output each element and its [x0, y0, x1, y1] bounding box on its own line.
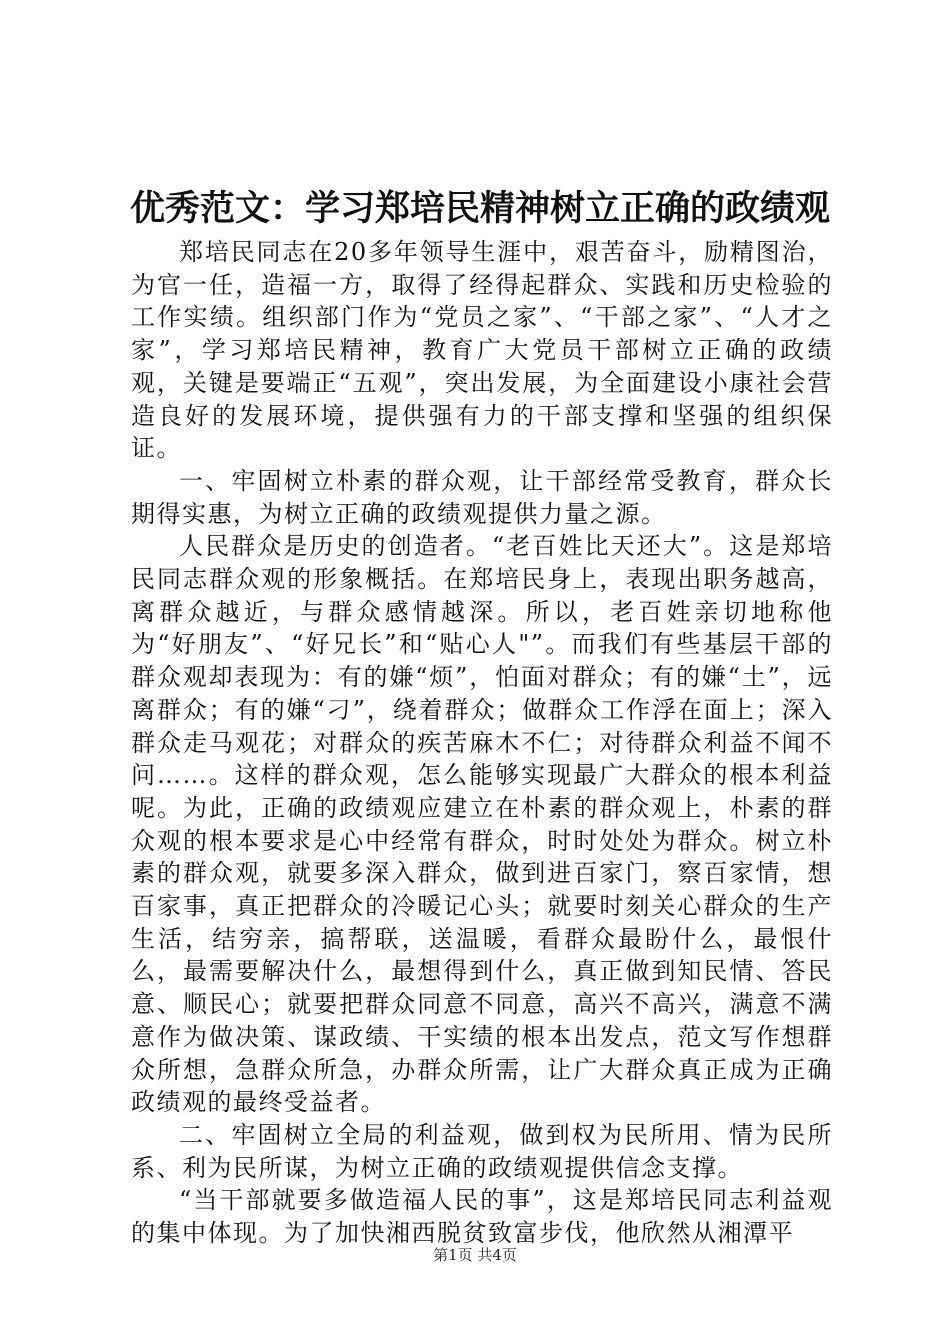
- paragraph-section-two-heading: 二、牢固树立全局的利益观，做到权为民所用、情为民所系、利为民所谋，为树立正确的政绩观提供信念支撑。: [131, 1120, 833, 1182]
- document-title: 优秀范文：学习郑培民精神树立正确的政绩观: [130, 189, 831, 229]
- paragraph-section-one-heading: 一、牢固树立朴素的群众观，让干部经常受教育，群众长期得实惠，为树立正确的政绩观提供力量之源。: [131, 466, 833, 528]
- paragraph-section-one-body: 人民群众是历史的创造者。“老百姓比天还大”。这是郑培民同志群众观的形象概括。在郑培民身上，表现出职务越高，离群众越近，与群众感情越深。所以，老百姓亲切地称他为“好朋友”、“好兄长”和“贴心人"”。而我们有些基层干部的群众观却表现为：有的嫌“烦”，怕面对群众；有的嫌“土”，远离群众；有的嫌“刁”，绕着群众；做群众工作浮在面上；深入群众走马观花；对群众的疾苦麻木不仁；对待群众利益不闻不问……。这样的群众观，怎么能够实现最广大群众的根本利益呢。为此，正确的政绩观应建立在朴素的群众观上，朴素的群众观的根本要求是心中经常有群众，时时处处为群众。树立朴素的群众观，就要多深入群众，做到进百家门，察百家情，想百家事，真正把群众的冷暖记心头；就要时刻关心群众的生产生活，结穷亲，搞帮联，送温暖，看群众最盼什么，最恨什么，最需要解决什么，最想得到什么，真正做到知民情、答民意、顺民心；就要把群众同意不同意，高兴不高兴，满意不满意作为做决策、谋政绩、干实绩的根本出发点，范文写作想群众所想，急群众所急，办群众所需，让广大群众真正成为正确政绩观的最终受益者。: [131, 532, 833, 1117]
- page-number-footer: 第1页 共4页: [433, 1246, 517, 1264]
- paragraph-intro: 郑培民同志在20多年领导生涯中，艰苦奋斗，励精图治，为官一任，造福一方，取得了经得起群众、实践和历史检验的工作实绩。组织部门作为“党员之家”、“干部之家”、“人才之家”，学习郑培民精神，教育广大党员干部树立正确的政绩观，关键是要端正“五观”，突出发展，为全面建设小康社会营造良好的发展环境，提供强有力的干部支撑和坚强的组织保证。: [131, 238, 833, 463]
- document-body: [131, 236, 833, 1250]
- paragraph-section-two-body: “当干部就要多做造福人民的事”，这是郑培民同志利益观的集中体现。为了加快湘西脱贫致富步伐，他欣然从湘潭平: [131, 1186, 833, 1248]
